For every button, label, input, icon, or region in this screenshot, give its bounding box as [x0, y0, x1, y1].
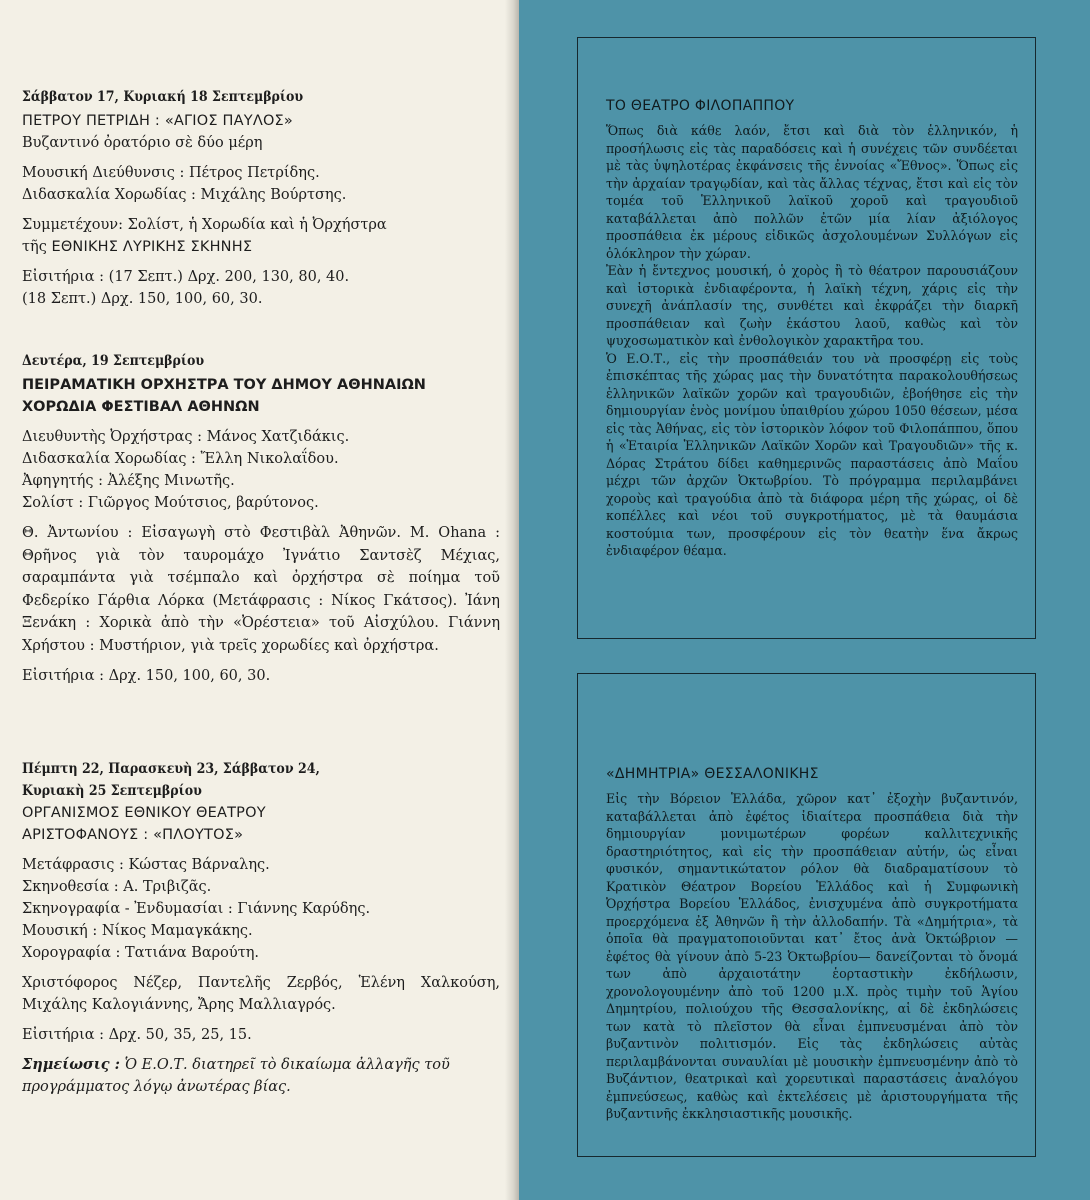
page-fold [505, 0, 519, 1200]
footnote [22, 1054, 500, 1098]
event-date: Πέμπτη 22, Παρασκευὴ 23, Σάββατον 24, [22, 761, 320, 777]
box-title: «ΔΗΜΗΤΡΙΑ» ΘΕΣΣΑΛΟΝΙΚΗΣ [606, 766, 819, 782]
ticket-line: Εἰσιτήρια : Δρχ. 50, 35, 25, 15. [22, 1027, 252, 1043]
info-box-dimitria [577, 673, 1036, 1157]
credit-line: Διδασκαλία Χορωδίας : Ἔλλη Νικολαΐδου. [22, 451, 339, 467]
credit-line: Συμμετέχουν: Σολίστ, ἡ Χορωδία καὶ ἡ Ὀρχήστρα [22, 217, 387, 233]
ticket-line: (18 Σεπτ.) Δρχ. 150, 100, 60, 30. [22, 291, 263, 307]
cast-list: Χριστόφορος Νέζερ, Παντελῆς Ζερβός, Ἑλένη Χαλκούση, Μιχάλης Καλογιάννης, Ἄρης Μαλλιαγρός. [22, 975, 500, 1013]
ticket-line: Εἰσιτήρια : Δρχ. 150, 100, 60, 30. [22, 668, 271, 684]
credit-prefix: τῆς [22, 239, 52, 255]
ticket-line: Εἰσιτήρια : (17 Σεπτ.) Δρχ. 200, 130, 80, 40. [22, 269, 350, 285]
credit-line: Μετάφρασις : Κώστας Βάρναλης. [22, 857, 270, 873]
credit-line: Σκηνοθεσία : Α. Τριβιζᾶς. [22, 879, 212, 895]
event-date: Δευτέρα, 19 Σεπτεμβρίου [22, 353, 205, 369]
event-title: ΠΕΙΡΑΜΑΤΙΚΗ ΟΡΧΗΣΤΡΑ ΤΟΥ ΔΗΜΟΥ ΑΘΗΝΑΙΩΝ [22, 377, 426, 393]
paragraph: Ἐὰν ἡ ἔντεχνος μουσική, ὁ χορὸς ἢ τὸ θέατρον παρουσιάζουν καὶ ἱστορικὰ ἐνδιαφέροντα, ἡ λαϊκὴ τέχνη, χάρις εἰς τὴν συνεχῆ ἀνάπλασίν της, συνθέτει καὶ ἐκφράζει τὴν διαρκῆ προσπάθειαν καὶ ζωὴν ἑκάστου λαοῦ, καθὼς καὶ τὸν ψυχοσωματικὸν καὶ ἐνθολογικὸν χαρακτῆρα του. [606, 263, 1018, 348]
paragraph: Ὁ Ε.Ο.Τ., εἰς τὴν προσπάθειάν του νὰ προσφέρῃ εἰς τοὺς ἐπισκέπτας τῆς χώρας μας τὴν δυνατότητα παρακολουθήσεως ἑλληνικῶν λαϊκῶν χορῶν καὶ τραγουδιῶν, ἐβοήθησε εἰς τὴν δημιουργίαν ἑνὸς μονίμου ὑπαιθρίου χώρου 1050 θέσεων, μέσα εἰς τὰς Ἀθήνας, εἰς τὸν ἱστορικὸν λόφον τοῦ Φιλοπάππου, ὅπου ἡ «Ἑταιρία Ἑλληνικῶν Λαϊκῶν Χορῶν καὶ Τραγουδιῶν» τῆς κ. Δόρας Στράτου δίδει καθημερινῶς παραστάσεις ἀπὸ Μαΐου μέχρι τῶν ἀρχῶν Ὀκτωβρίου. Τὸ πρόγραμμα περιλαμβάνει χοροὺς καὶ τραγούδια ἀπὸ τὰ διάφορα μέρη τῆς χώρας, οἱ δὲ κοπέλλες καὶ νέοι τοῦ συγκροτήματος, μὲ τὰ θαυμάσια κοστούμια των, προσφέρουν εἰς τὸν θεατὴν ἕνα ἄκρως ἐνδιαφέρον θέαμα. [606, 350, 1018, 558]
footnote-text: Ὁ Ε.Ο.Τ. διατηρεῖ τὸ δικαίωμα ἀλλαγῆς τοῦ προγράμματος λόγῳ ἀνωτέρας βίας. [22, 1057, 450, 1095]
credit-line: Ἀφηγητής : Ἀλέξης Μινωτῆς. [22, 473, 235, 489]
event-block-3 [22, 758, 500, 1098]
credit-line [22, 236, 500, 258]
box-body [606, 790, 1018, 1123]
event-block-1 [22, 86, 500, 310]
info-box-filopappou [577, 37, 1036, 639]
credit-line: Μουσική : Νίκος Μαμαγκάκης. [22, 923, 253, 939]
paragraph: Εἰς τὴν Βόρειον Ἑλλάδα, χῶρον κατ᾽ ἐξοχὴν βυζαντινόν, καταβάλλεται ἀπὸ ἐφέτος ἰδιαίτερα προσπάθεια διὰ τὴν δημιουργίαν μονιμωτέρων φορέων καλλιτεχνικῆς δραστηριότητος, καὶ εἰς τὴν προσπάθειαν αὐτήν, ὡς εἶναι φυσικόν, σημαντικώτατον ρόλον θὰ διαδραματίσουν τὸ Κρατικὸν Θέατρον Βορείου Ἑλλάδος καὶ ἡ Συμφωνικὴ Ὀρχήστρα Βορείου Ἑλλάδος, ἐνισχυμένα ἀπὸ συγκροτήματα προερχόμενα ἐξ Ἀθηνῶν ἢ τὴν ἀλλοδαπήν. Τὰ «Δημήτρια», τὰ ὁποῖα θὰ πραγματοποιοῦνται κατ᾽ ἔτος ἀνὰ Ὀκτώβριον —ἐφέτος θὰ γίνουν ἀπὸ 5-23 Ὀκτωβρίου— δανείζονται τὸ ὄνομά των ἀπὸ ἀρχαιοτάτην ἑορταστικὴν ἐκδήλωσιν, χρονολογουμένην ἀπὸ τοῦ 1200 μ.Χ. πρὸς τιμὴν τοῦ Ἁγίου Δημητρίου, πολιούχου τῆς Θεσσαλονίκης, αἱ δὲ ἐκδηλώσεις των κατὰ τὸ πλεῖστον θὰ εἶναι ἐμπνευσμέναι ἀπὸ τὸν βυζαντινὸν πολιτισμόν. Εἰς τὰς ἐκδηλώσεις αὐτὰς περιλαμβάνονται συναυλίαι μὲ μουσικὴν ἐμπνευσμένην ἀπὸ τὸ Βυζάντιον, θεατρικαὶ καὶ χορευτικαὶ παραστάσεις ἀναλόγου ἐμπνεύσεως, καθὼς καὶ ἐκτελέσεις μὲ ἀριστουργήματα τῆς βυζαντινῆς ἐκκλησιαστικῆς μουσικῆς. [606, 791, 1018, 1121]
event-block-2 [22, 350, 500, 687]
event-title: ΠΕΤΡΟΥ ΠΕΤΡΙΔΗ : «ΑΓΙΟΣ ΠΑΥΛΟΣ» [22, 113, 293, 129]
credit-line: Χορογραφία : Τατιάνα Βαρούτη. [22, 945, 260, 961]
credit-line: Μουσική Διεύθυνσις : Πέτρος Πετρίδης. [22, 165, 320, 181]
event-date: Σάββατον 17, Κυριακή 18 Σεπτεμβρίου [22, 89, 304, 105]
ensemble-name: ΕΘΝΙΚΗΣ ΛΥΡΙΚΗΣ ΣΚΗΝΗΣ [51, 239, 253, 255]
credit-line: Διευθυντὴς Ὀρχήστρας : Μάνος Χατζιδάκις. [22, 429, 350, 445]
event-title: ΑΡΙΣΤΟΦΑΝΟΥΣ : «ΠΛΟΥΤΟΣ» [22, 827, 244, 843]
box-title: ΤΟ ΘΕΑΤΡΟ ΦΙΛΟΠΑΠΠΟΥ [606, 98, 795, 114]
box-body [606, 122, 1018, 560]
event-title: ΟΡΓΑΝΙΣΜΟΣ ΕΘΝΙΚΟΥ ΘΕΑΤΡΟΥ [22, 805, 266, 821]
event-subtitle: Βυζαντινό ὀρατόριο σὲ δύο μέρη [22, 135, 263, 151]
credit-line: Διδασκαλία Χορωδίας : Μιχάλης Βούρτσης. [22, 187, 347, 203]
program-text: Θ. Ἀντωνίου : Εἰσαγωγὴ στὸ Φεστιβὰλ Ἀθηνῶν. Μ. Ohana : Θρῆνος γιὰ τὸν ταυρομάχο Ἰγνάτιο Σαντσὲζ Μέχιας, σαραμπάντα γιὰ τσέμπαλο καὶ ὀρχήστρα σὲ ποίημα τοῦ Φεδερίκο Γάρθια Λόρκα (Μετάφρασις : Νίκος Γκάτσος). Ἰάνη Ξενάκη : Χορικὰ ἀπὸ τὴν «Ὀρέστεια» τοῦ Αἰσχύλου. Γιάννη Χρήστου : Μυστήριον, γιὰ τρεῖς χορωδίες καὶ ὀρχήστρα. [22, 525, 500, 654]
credit-line: Σκηνογραφία - Ἐνδυμασίαι : Γιάννης Καρύδης. [22, 901, 371, 917]
paragraph: Ὅπως διὰ κάθε λαόν, ἔτσι καὶ διὰ τὸν ἑλληνικόν, ἡ προσήλωσις εἰς τὰς παραδόσεις καὶ ἡ συνέχεις τῶν συνδέεται μὲ τὰς ὑψηλοτέρας ἐκφάνσεις τῆς ἐννοίας «Ἔθνος». Ὅπως εἰς τὴν ἀρχαίαν τραγῳδίαν, καὶ τὰς ἄλλας τέχνας, ἔτσι καὶ εἰς τὸν τομέα τοῦ Ἑλληνικοῦ λαϊκοῦ χοροῦ καὶ τραγουδιοῦ καταβάλλεται ἀπὸ πολλῶν ἐτῶν μία λίαν ἀξιόλογος προσπάθεια ἐκ μέρους εἰδικῶς ἀσχολουμένων Συλλόγων εἰς ὁλόκληρον τὴν χώραν. [606, 123, 1018, 261]
credit-line: Σολίστ : Γιῶργος Μούτσιος, βαρύτονος. [22, 495, 319, 511]
footnote-label: Σημείωσις : [22, 1056, 120, 1073]
event-date: Κυριακὴ 25 Σεπτεμβρίου [22, 783, 202, 799]
event-title: ΧΟΡΩΔΙΑ ΦΕΣΤΙΒΑΛ ΑΘΗΝΩΝ [22, 399, 260, 415]
